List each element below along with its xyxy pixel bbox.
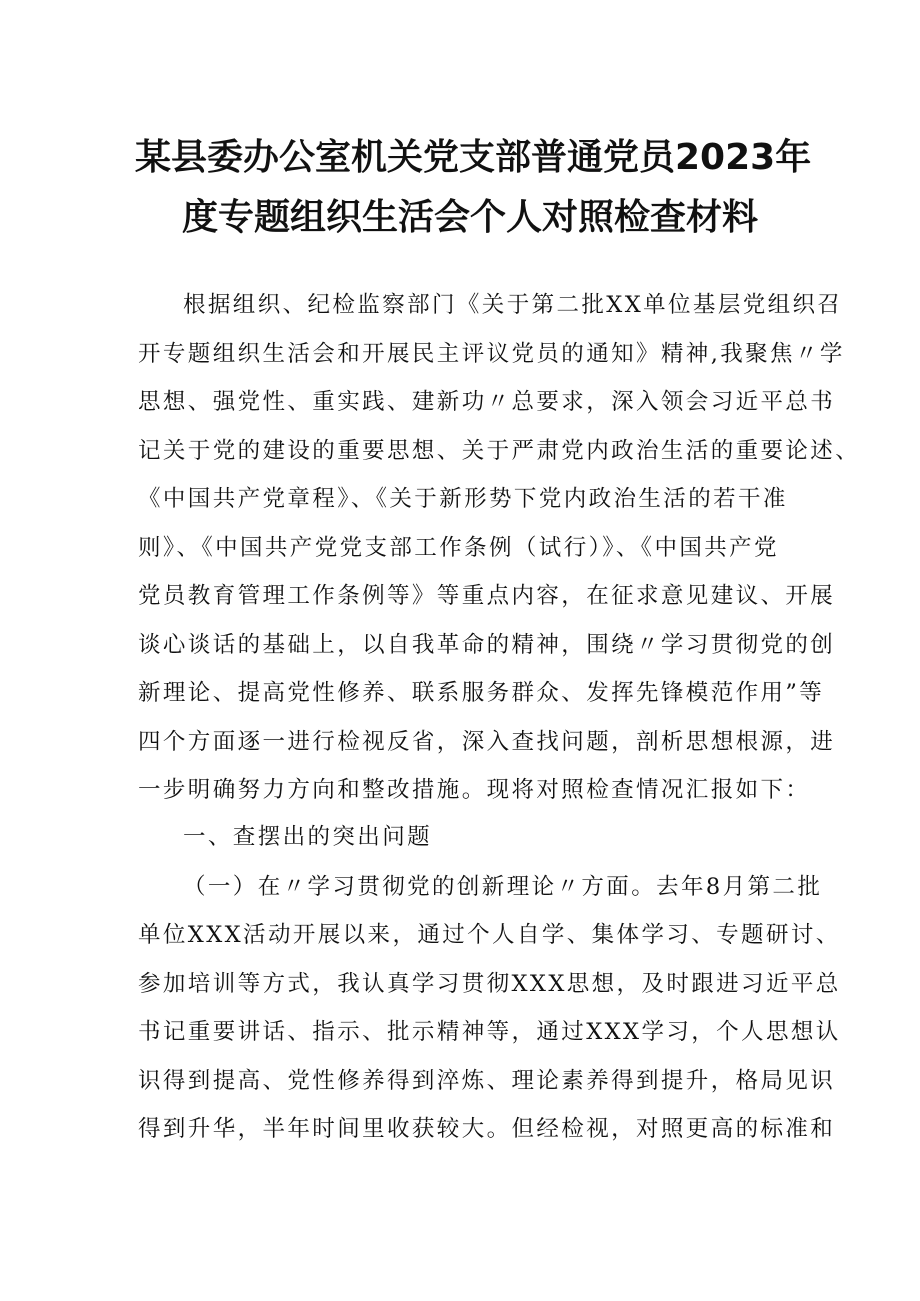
paragraph-line: 开专题组织生活会和开展民主评议党员的通知》精神,我聚焦〃学: [138, 341, 845, 367]
paragraph-line: 党员教育管理工作条例等》等重点内容，在征求意见建议、开展: [138, 583, 836, 609]
paragraph-line: 书记重要讲话、指示、批示精神等，通过XXX学习，个人思想认: [138, 1019, 841, 1045]
paragraph-line: 识得到提高、党性修养得到淬炼、理论素养得到提升，格局见识: [138, 1068, 836, 1094]
paragraph-line: 得到升华，半年时间里收获较大。但经检视，对照更高的标准和: [138, 1116, 836, 1142]
paragraph-line: 记关于党的建设的重要思想、关于严肃党内政治生活的重要论述、: [138, 438, 861, 464]
paragraph-line: 一步明确努力方向和整改措施。现将对照检查情况汇报如下：: [138, 777, 811, 803]
paragraph-line: 新理论、提高党性修养、联系服务群众、发挥先锋模范作用”等: [138, 680, 825, 706]
paragraph-line: 思想、强党性、重实践、建新功〃总要求，深入领会习近平总书: [138, 389, 836, 415]
paragraph-line: 谈心谈话的基础上，以自我革命的精神，围绕〃学习贯彻党的创: [138, 632, 836, 658]
paragraph-line: 参加培训等方式，我认真学习贯彻XXX思想，及时跟进习近平总: [138, 971, 841, 997]
paragraph-line: 根据组织、纪检监察部门《关于第二批XX单位基层党组织召: [183, 292, 843, 318]
subsection-heading-line: （一）在〃学习贯彻党的创新理论〃方面。去年8月第二批: [183, 874, 823, 900]
paragraph-line: 四个方面逐一进行检视反省，深入查找问题，剖析思想根源，进: [138, 729, 836, 755]
paragraph-line: 则》、《中国共产党党支部工作条例（试行）》、《中国共产党: [138, 535, 779, 561]
paragraph-line: 单位XXX活动开展以来，通过个人自学、集体学习、专题研讨、: [138, 922, 841, 948]
document-title-line-2: 度专题组织生活会个人对照检查材料: [182, 197, 759, 238]
section-heading: 一、查摆出的突出问题: [183, 824, 433, 850]
paragraph-line: 《中国共产党章程》、《关于新形势下党内政治生活的若干准: [138, 486, 788, 512]
document-title-line-1: 某县委办公室机关党支部普通党员2023年: [135, 137, 812, 178]
